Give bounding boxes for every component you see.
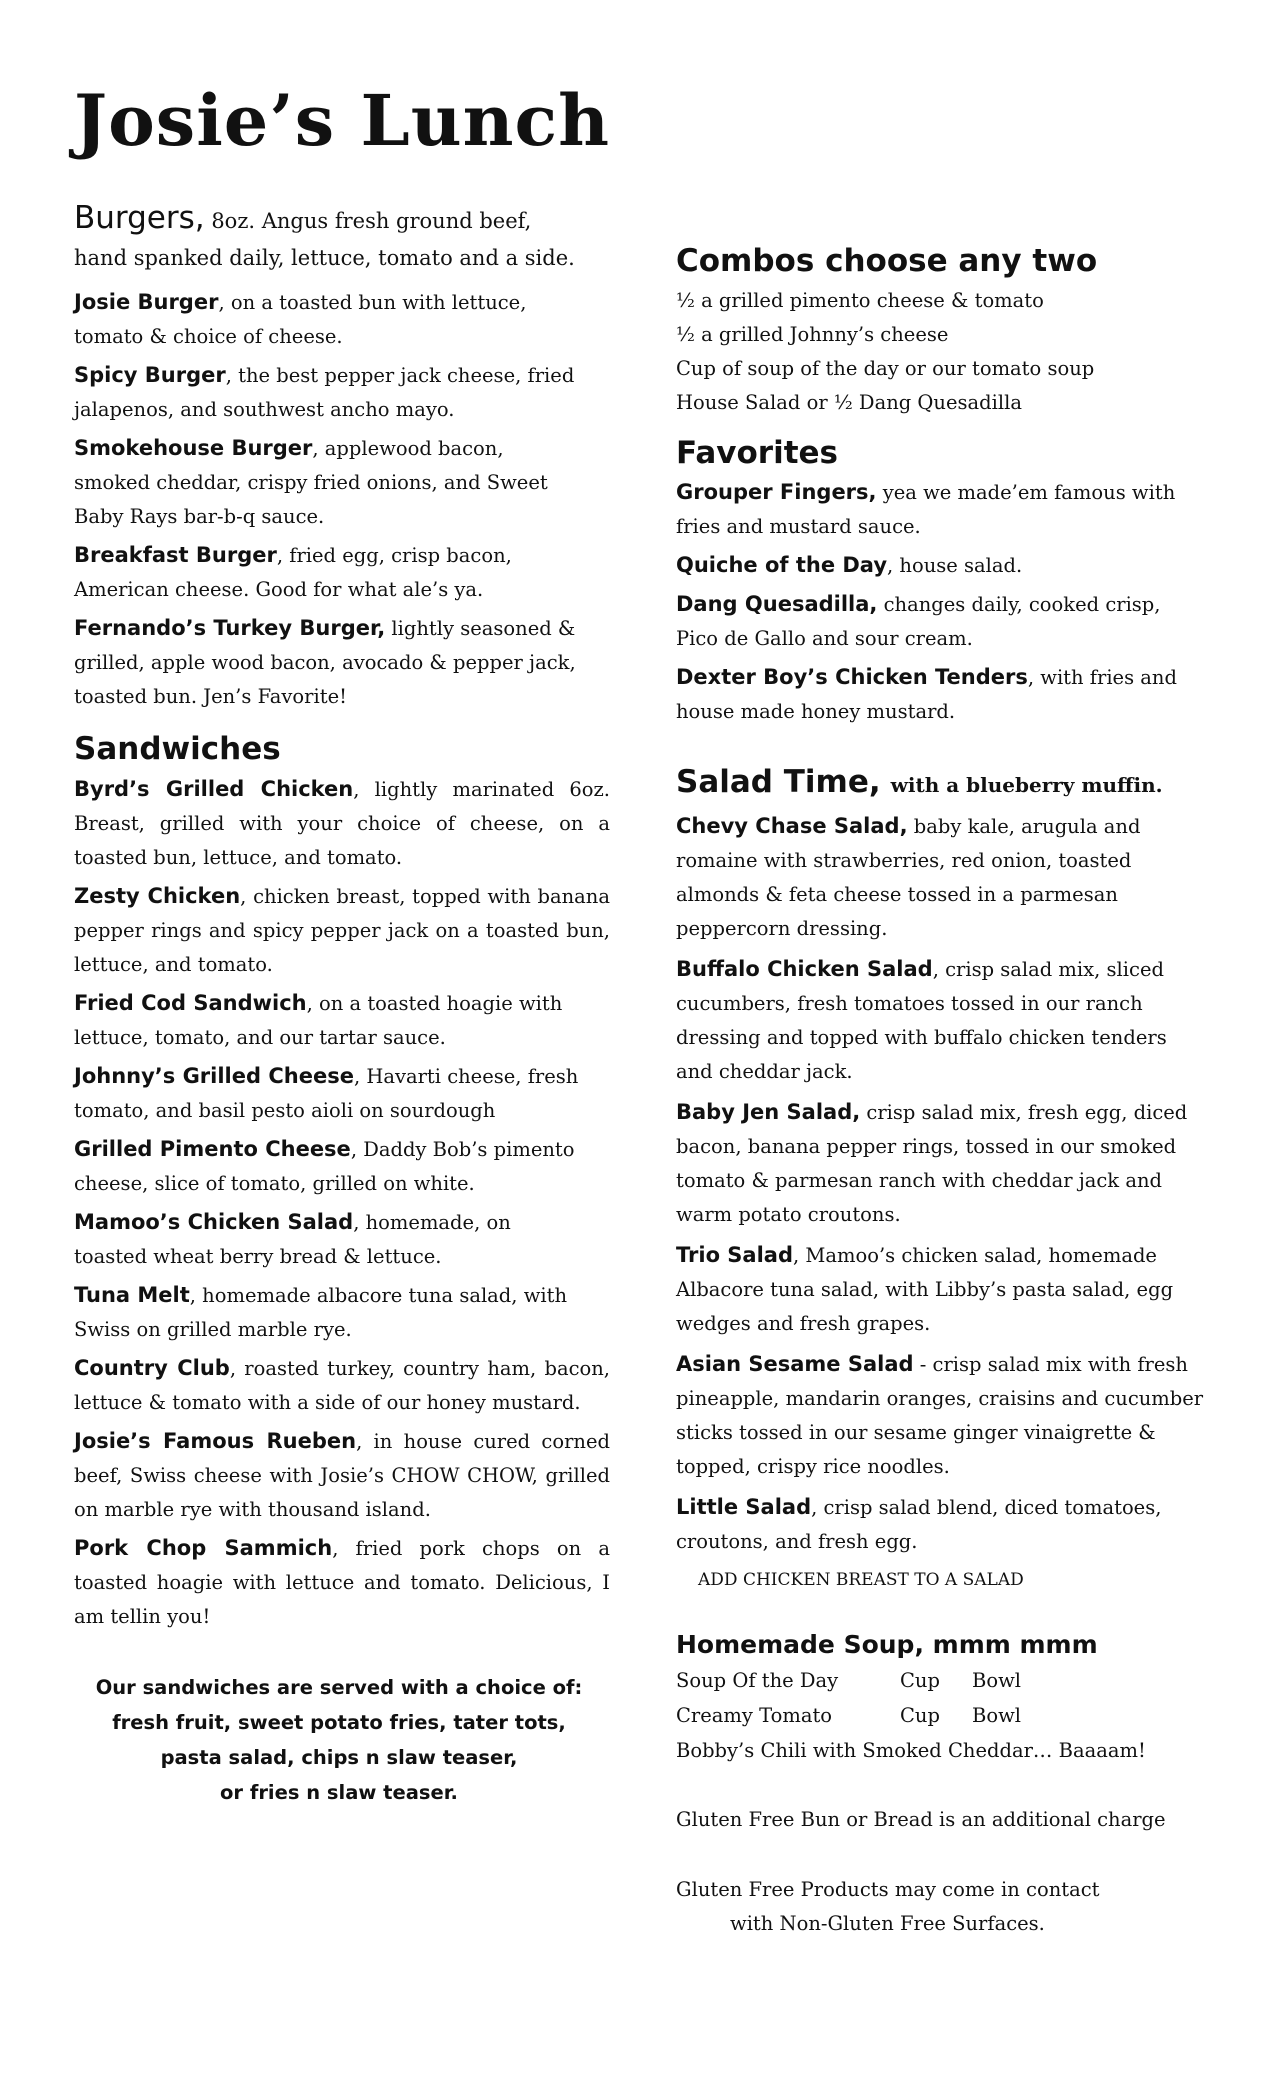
sides-note <box>74 1670 604 1810</box>
item-desc: , on a toasted bun with lettuce, tomato & choice of cheese. <box>74 291 527 348</box>
item-desc: , fried egg, crisp bacon, American cheese. Good for what ale’s ya. <box>74 544 512 601</box>
item-name: Fried Cod Sandwich <box>74 990 307 1015</box>
item-desc: , homemade, on toasted wheat berry bread & lettuce. <box>74 1210 511 1268</box>
soup-name: Creamy Tomato <box>676 1703 833 1727</box>
item-name: Little Salad <box>676 1494 812 1519</box>
item-desc: , roasted turkey, country ham, bacon, lettuce & tomato with a side of our honey mustard. <box>74 1356 610 1414</box>
favorites-heading: Favorites <box>676 434 838 471</box>
item-name: Buffalo Chicken Salad <box>676 956 933 981</box>
sides-line: pasta salad, chips n slaw teaser, <box>160 1745 518 1769</box>
menu-item <box>676 548 1206 583</box>
menu-item <box>676 660 1206 729</box>
soup-cup: Cup <box>900 1703 940 1727</box>
salads-subheading: with a blueberry muffin. <box>890 773 1163 798</box>
soup-bowl: Bowl <box>972 1703 1021 1727</box>
menu-item <box>74 358 584 427</box>
item-desc: , on a toasted hoagie with lettuce, tomato, and our tartar sauce. <box>74 991 563 1049</box>
burgers-heading: Burgers, <box>74 200 205 236</box>
item-name: Dang Quesadilla, <box>676 592 878 617</box>
item-desc: , crisp salad blend, diced tomatoes, croutons, and fresh egg. <box>676 1495 1162 1553</box>
item-desc: lightly seasoned & grilled, apple wood bacon, avocado & pepper jack, toasted bun. Jen’s Favorite! <box>74 617 576 708</box>
menu-item <box>74 1132 610 1201</box>
item-desc: , with fries and house made honey mustard. <box>676 666 1177 724</box>
item-name: Chevy Chase Salad, <box>676 813 908 838</box>
item-desc: , Daddy Bob’s pimento cheese, slice of tomato, grilled on white. <box>74 1137 575 1195</box>
salads-section <box>676 765 1206 1595</box>
sides-line: or fries n slaw teaser. <box>220 1780 458 1804</box>
combos-section <box>676 244 1206 420</box>
gluten-contact-note: Gluten Free Products may come in contact <box>676 1877 1100 1901</box>
item-desc: changes daily, cooked crisp, Pico de Gallo and sour cream. <box>676 593 1161 651</box>
item-desc: crisp salad mix, fresh egg, diced bacon, banana pepper rings, tossed in our smoked tomato & parmesan ranch with cheddar jack and warm potato croutons. <box>676 1100 1188 1226</box>
combo-line: ½ a grilled pimento cheese & tomato <box>676 288 1044 312</box>
right-column <box>676 244 1206 1941</box>
menu-item <box>676 475 1206 544</box>
item-name: Country Club <box>74 1355 230 1380</box>
menu-item <box>676 587 1206 656</box>
item-desc: , in house cured corned beef, Swiss cheese with Josie’s CHOW CHOW, grilled on marble rye with thousand island. <box>74 1429 610 1521</box>
combos-heading: Combos choose any two <box>676 243 1098 279</box>
favorites-section <box>676 436 1206 730</box>
soup-name: Soup Of the Day <box>676 1668 839 1692</box>
item-desc: baby kale, arugula and romaine with strawberries, red onion, toasted almonds & feta cheese tossed in a parmesan peppercorn dressing. <box>676 814 1141 940</box>
item-desc: , fried pork chops on a toasted hoagie with lettuce and tomato. Delicious, I am tellin you! <box>74 1536 611 1628</box>
item-desc: , the best pepper jack cheese, fried jalapenos, and southwest ancho mayo. <box>74 364 575 421</box>
menu-item <box>74 772 610 875</box>
soup-chili: Bobby’s Chili with Smoked Cheddar… Baaaam! <box>676 1738 1146 1762</box>
gluten-contact-note-line2: with Non-Gluten Free Surfaces. <box>730 1911 1045 1935</box>
burgers-intro-line1: 8oz. Angus fresh ground beef, <box>211 209 532 233</box>
item-name: Dexter Boy’s Chicken Tenders <box>676 665 1028 690</box>
item-name: Smokehouse Burger <box>74 436 313 460</box>
item-name: Trio Salad <box>676 1242 794 1267</box>
menu-item <box>74 611 594 714</box>
menu-item <box>74 1059 610 1128</box>
item-name: Josie Burger <box>74 290 219 314</box>
item-name: Tuna Melt <box>74 1282 190 1307</box>
item-desc: , crisp salad mix, sliced cucumbers, fresh tomatoes tossed in our ranch dressing and topped with buffalo chicken tenders and cheddar jack. <box>676 957 1167 1083</box>
item-desc: , chicken breast, topped with banana pepper rings and spicy pepper jack on a toasted bun, lettuce, and tomato. <box>74 884 610 976</box>
item-name: Grilled Pimento Cheese <box>74 1136 351 1161</box>
gluten-bun-note: Gluten Free Bun or Bread is an additional charge <box>676 1807 1166 1831</box>
item-desc: , Havarti cheese, fresh tomato, and basil pesto aioli on sourdough <box>74 1064 579 1122</box>
item-name: Zesty Chicken <box>74 883 241 908</box>
soup-cup: Cup <box>900 1668 940 1692</box>
menu-item <box>74 538 564 607</box>
sandwiches-heading: Sandwiches <box>74 731 281 767</box>
item-name: Mamoo’s Chicken Salad <box>74 1209 354 1234</box>
item-name: Byrd’s Grilled Chicken <box>74 776 354 801</box>
item-name: Josie’s Famous Rueben <box>74 1428 357 1453</box>
menu-item <box>676 1095 1206 1232</box>
item-name: Asian Sesame Salad <box>676 1351 914 1376</box>
menu-item <box>676 952 1206 1089</box>
menu-item <box>74 986 610 1055</box>
item-name: Johnny’s Grilled Cheese <box>74 1063 354 1088</box>
menu-title: Josie’s Lunch <box>74 79 611 162</box>
salads-heading: Salad Time, <box>676 764 881 801</box>
item-name: Pork Chop Sammich <box>74 1535 333 1560</box>
burgers-intro-line2: hand spanked daily, lettuce, tomato and a side. <box>74 246 575 270</box>
item-name: Breakfast Burger <box>74 543 277 567</box>
combo-line: Cup of soup of the day or our tomato soup <box>676 356 1095 380</box>
item-desc: , applewood bacon, smoked cheddar, crispy fried onions, and Sweet Baby Rays bar-b-q sauce. <box>74 437 548 528</box>
item-desc: yea we made’em famous with fries and mustard sauce. <box>676 481 1176 539</box>
menu-item <box>676 1490 1206 1559</box>
menu-item <box>74 879 610 982</box>
item-name: Grouper Fingers, <box>676 480 877 505</box>
sides-line: fresh fruit, sweet potato fries, tater tots, <box>112 1710 566 1734</box>
menu-item <box>74 431 574 534</box>
combo-line: House Salad or ½ Dang Quesadilla <box>676 390 1022 414</box>
menu-item <box>74 1531 610 1634</box>
menu-item <box>74 285 574 354</box>
item-desc: , lightly marinated 6oz. Breast, grilled with your choice of cheese, on a toasted bun, lettuce, and tomato. <box>74 777 611 869</box>
combo-line: ½ a grilled Johnny’s cheese <box>676 322 949 346</box>
soup-heading: Homemade Soup, mmm mmm <box>676 1629 1098 1659</box>
soup-bowl: Bowl <box>972 1668 1021 1692</box>
item-name: Fernando’s Turkey Burger, <box>74 616 386 640</box>
item-desc: , Mamoo’s chicken salad, homemade Albacore tuna salad, with Libby’s pasta salad, egg wedges and fresh grapes. <box>676 1243 1174 1335</box>
sandwiches-section <box>74 732 610 1810</box>
item-name: Baby Jen Salad, <box>676 1099 861 1124</box>
soup-section <box>676 1627 1206 1768</box>
menu-item <box>74 1351 610 1420</box>
menu-item <box>676 1347 1206 1484</box>
menu-item <box>74 1205 564 1274</box>
soup-row <box>676 1698 1206 1733</box>
left-column <box>74 200 610 1810</box>
menu-item <box>74 1424 610 1527</box>
item-name: Quiche of the Day <box>676 553 888 578</box>
soup-row <box>676 1663 1206 1698</box>
item-desc: , house salad. <box>887 554 1023 578</box>
item-desc: , homemade albacore tuna salad, with Swiss on grilled marble rye. <box>74 1283 568 1341</box>
burgers-section <box>74 200 610 714</box>
salads-heading-row <box>676 765 1206 801</box>
item-desc: - crisp salad mix with fresh pineapple, mandarin oranges, craisins and cucumber sticks tossed in our sesame ginger vinaigrette & topped, crispy rice noodles. <box>676 1352 1204 1478</box>
notes-section <box>676 1803 1206 1941</box>
salad-addon: ADD CHICKEN BREAST TO A SALAD <box>698 1569 1024 1590</box>
menu-item <box>676 809 1206 946</box>
menu-item <box>74 1278 610 1347</box>
burgers-intro <box>74 200 610 240</box>
sides-line: Our sandwiches are served with a choice of: <box>95 1675 583 1699</box>
item-name: Spicy Burger <box>74 363 226 387</box>
menu-item <box>676 1238 1206 1341</box>
